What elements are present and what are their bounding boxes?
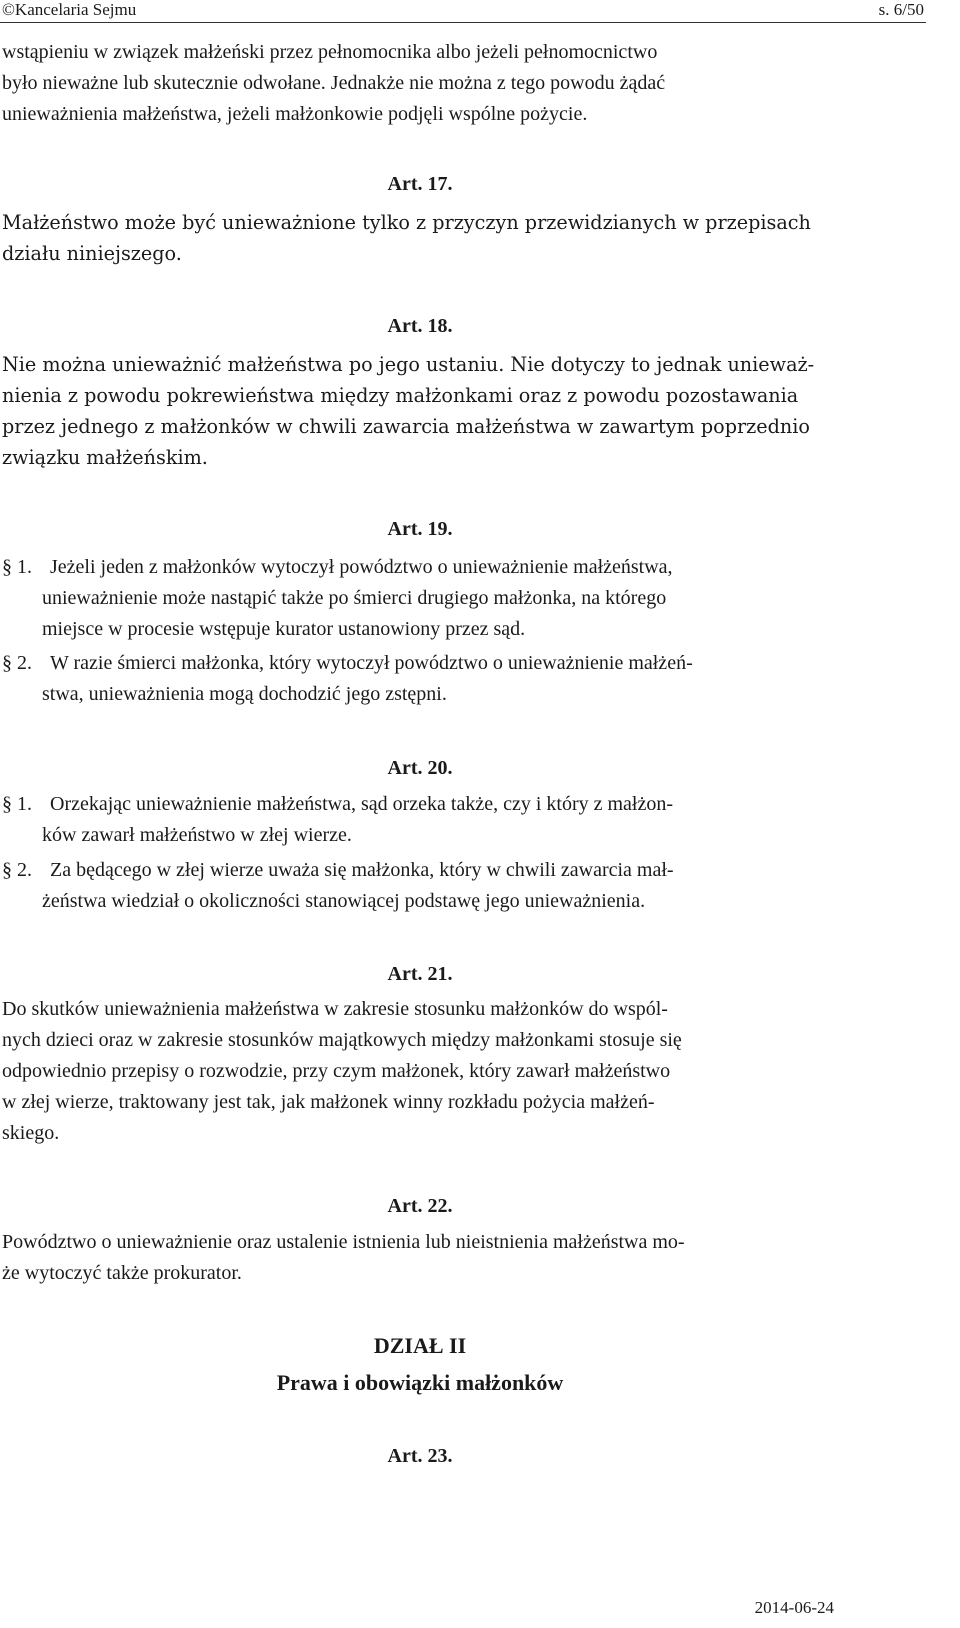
paragraph-text-line: W razie śmierci małżonka, który wytoczył powództwo o unieważnienie małżeń- <box>50 652 693 674</box>
paragraph-text-line: ków zawarł małżeństwo w złej wierze. <box>42 824 352 846</box>
article-heading: Art. 23. <box>387 1445 453 1467</box>
division-number: DZIAŁ II <box>373 1333 467 1358</box>
division-title: Prawa i obowiązki małżonków <box>276 1370 564 1395</box>
paragraph-text-line: Jeżeli jeden z małżonków wytoczył powództwo o unieważnienie małżeństwa, <box>50 556 673 578</box>
article-text-line: związku małżeńskim. <box>2 446 208 469</box>
intro-line: było nieważne lub skutecznie odwołane. Jednakże nie można z tego powodu żądać <box>2 72 666 94</box>
article-heading: Art. 22. <box>387 1195 453 1217</box>
document-date: 2014-06-24 <box>754 1598 834 1617</box>
article-heading: Art. 18. <box>387 315 453 337</box>
copyright-label: ©Kancelaria Sejmu <box>2 0 137 19</box>
article-text-line: Małżeństwo może być unieważnione tylko z przyczyn przewidzianych w przepisach <box>2 211 811 234</box>
paragraph-text-line: żeństwa wiedział o okoliczności stanowiącej podstawę jego unieważnienia. <box>42 890 646 912</box>
article-text-line: skiego. <box>2 1122 60 1144</box>
paragraph-text-line: miejsce w procesie wstępuje kurator ustanowiony przez sąd. <box>42 618 526 640</box>
article-text-line: przez jednego z małżonków w chwili zawarcia małżeństwa w zawartym poprzednio <box>2 415 810 438</box>
paragraph-text-line: stwa, unieważnienia mogą dochodzić jego zstępni. <box>42 683 447 705</box>
article-heading: Art. 17. <box>387 173 453 195</box>
article-text-line: odpowiednio przepisy o rozwodzie, przy czym małżonek, który zawarł małżeństwo <box>2 1060 671 1082</box>
intro-line: unieważnienia małżeństwa, jeżeli małżonkowie podjęli wspólne pożycie. <box>2 103 588 125</box>
paragraph-number: § 1. <box>2 793 32 815</box>
article-heading: Art. 20. <box>387 757 453 779</box>
article-text-line: działu niniejszego. <box>2 242 182 265</box>
article-heading: Art. 21. <box>387 963 453 985</box>
paragraph-text-line: Za będącego w złej wierze uważa się małżonka, który w chwili zawarcia mał- <box>50 859 674 881</box>
article-text-line: w złej wierze, traktowany jest tak, jak małżonek winny rozkładu pożycia małżeń- <box>2 1091 655 1113</box>
article-text-line: że wytoczyć także prokurator. <box>2 1262 242 1284</box>
article-heading: Art. 19. <box>387 518 453 540</box>
paragraph-text-line: unieważnienie może nastąpić także po śmierci drugiego małżonka, na którego <box>42 587 667 609</box>
paragraph-number: § 2. <box>2 652 32 674</box>
page-number: s. 6/50 <box>878 0 924 19</box>
article-text-line: nych dzieci oraz w zakresie stosunków majątkowych między małżonkami stosuje się <box>2 1029 682 1051</box>
intro-line: wstąpieniu w związek małżeński przez pełnomocnika albo jeżeli pełnomocnictwo <box>2 41 658 63</box>
page-header <box>0 0 926 23</box>
article-text-line: Nie można unieważnić małżeństwa po jego ustaniu. Nie dotyczy to jednak unieważ- <box>2 353 815 376</box>
article-text-line: nienia z powodu pokrewieństwa między małżonkami oraz z powodu pozostawania <box>2 384 799 407</box>
paragraph-text-line: Orzekając unieważnienie małżeństwa, sąd orzeka także, czy i który z małżon- <box>50 793 674 815</box>
paragraph-number: § 2. <box>2 859 32 881</box>
paragraph-number: § 1. <box>2 556 32 578</box>
article-text-line: Powództwo o unieważnienie oraz ustalenie istnienia lub nieistnienia małżeństwa mo- <box>2 1231 685 1253</box>
article-text-line: Do skutków unieważnienia małżeństwa w zakresie stosunku małżonków do wspól- <box>2 998 668 1020</box>
